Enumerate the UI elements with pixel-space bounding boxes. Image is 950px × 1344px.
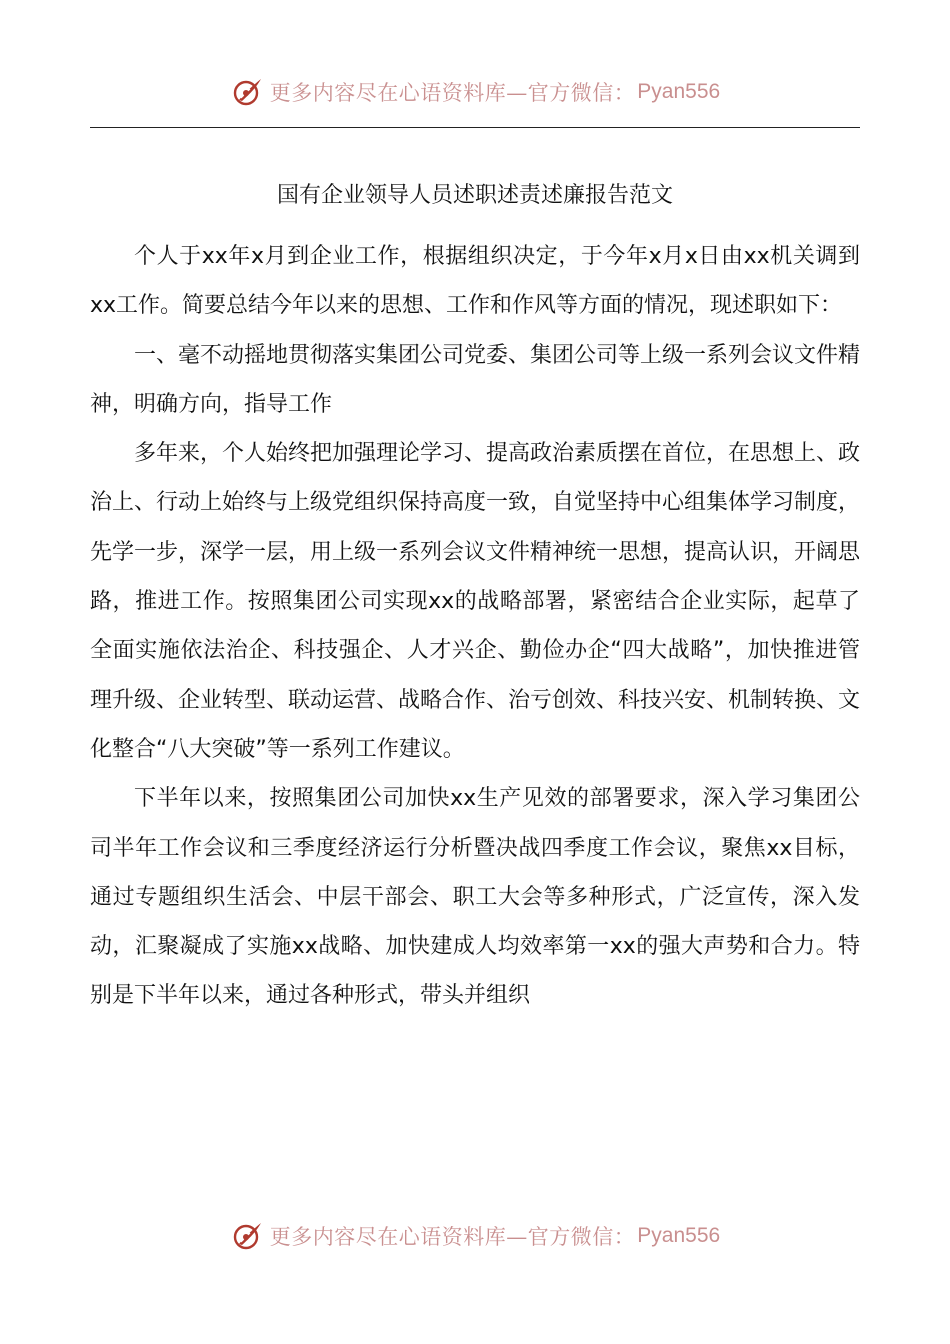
section-heading: 一、毫不动摇地贯彻落实集团公司党委、集团公司等上级一系列会议文件精神，明确方向，指导工作	[90, 342, 861, 417]
header-divider	[90, 127, 860, 128]
document-title: 国有企业领导人员述职述责述廉报告范文	[276, 183, 673, 208]
quill-logo-icon	[230, 1218, 266, 1254]
footer-banner	[0, 1216, 950, 1256]
header-banner	[0, 72, 950, 112]
paragraph: 多年来，个人始终把加强理论学习、提高政治素质摆在首位，在思想上、政治上、行动上始终与上级党组织保持高度一致，自觉坚持中心组集体学习制度，先学一步，深学一层，用上级一系列会议文件精神统一思想，提高认识，开阔思路，推进工作。按照集团公司实现xx的战略部署，紧密结合企业实际，起草了全面实施依法治企、科技强企、人才兴企、勤俭办企“四大战略”，加快推进管理升级、企业转型、联动运营、战略合作、治亏创效、科技兴安、机制转换、文化整合“八大突破”等一系列工作建议。	[90, 441, 861, 762]
paragraph: 下半年以来，按照集团公司加快xx生产见效的部署要求，深入学习集团公司半年工作会议和三季度经济运行分析暨决战四季度工作会议，聚焦xx目标，通过专题组织生活会、中层干部会、职工大会等多种形式，广泛宣传，深入发动，汇聚凝成了实施xx战略、加快建成人均效率第一xx的强大声势和合力。特别是下半年以来，通过各种形式，带头并组织	[90, 786, 860, 1009]
document-body	[90, 232, 860, 1021]
quill-logo-icon	[230, 74, 266, 110]
wechat-id: Pyan556	[637, 80, 721, 103]
wechat-id: Pyan556	[637, 1224, 721, 1247]
paragraph: 个人于xx年x月到企业工作，根据组织决定，于今年x月x日由xx机关调到xx工作。简要总结今年以来的思想、工作和作风等方面的情况，现述职如下：	[90, 244, 860, 319]
banner-slogan: 更多内容尽在心语资料库—官方微信：	[269, 81, 636, 105]
banner-slogan: 更多内容尽在心语资料库—官方微信：	[269, 1225, 636, 1249]
